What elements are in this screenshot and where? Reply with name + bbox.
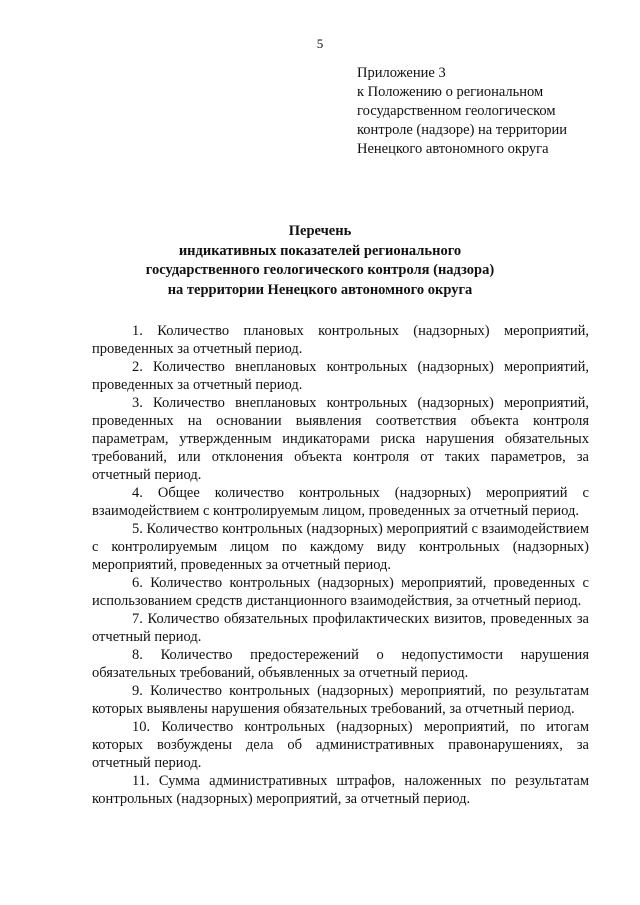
- appendix-line: контроле (надзоре) на территории: [357, 122, 568, 138]
- list-item: 8. Количество предостережений о недопустимости нарушения обязательных требований, объявленных за отчетный период.: [92, 647, 589, 681]
- document-title: [0, 222, 640, 300]
- list-item: 6. Количество контрольных (надзорных) мероприятий, проведенных с использованием средств дистанционного взаимодействия, за отчетный период.: [92, 575, 589, 609]
- list-item: 7. Количество обязательных профилактических визитов, проведенных за отчетный период.: [92, 611, 589, 645]
- title-line: государственного геологического контроля (надзора): [145, 262, 495, 278]
- appendix-line: Приложение 3: [357, 65, 446, 81]
- list-item: 11. Сумма административных штрафов, наложенных по результатам контрольных (надзорных) мероприятий, за отчетный период.: [92, 773, 589, 807]
- list-item: 10. Количество контрольных (надзорных) мероприятий, по итогам которых возбуждены дела об административных правонарушениях, за отчетный период.: [92, 719, 589, 771]
- indicator-list: [92, 322, 589, 808]
- list-item: 5. Количество контрольных (надзорных) мероприятий с взаимодействием с контролируемым лицом по каждому виду контрольных (надзорных) мероприятий, проведенных за отчетный период.: [92, 521, 589, 573]
- appendix-line: государственном геологическом: [357, 103, 556, 119]
- title-line: Перечень: [288, 223, 352, 239]
- list-item: 4. Общее количество контрольных (надзорных) мероприятий с взаимодействием с контролируемым лицом, проведенных за отчетный период.: [92, 485, 589, 519]
- list-item: 3. Количество внеплановых контрольных (надзорных) мероприятий, проведенных на основании выявления соответствия объекта контроля параметрам, утвержденным индикаторами риска нарушения обязательных требований, или отклонения объекта контроля от таких параметров, за отчетный период.: [92, 395, 589, 483]
- list-item: 2. Количество внеплановых контрольных (надзорных) мероприятий, проведенных за отчетный период.: [92, 359, 589, 393]
- title-line: на территории Ненецкого автономного округа: [167, 281, 473, 298]
- list-item: 9. Количество контрольных (надзорных) мероприятий, по результатам которых выявлены нарушения обязательных требований, за отчетный период.: [92, 683, 589, 717]
- list-item: 1. Количество плановых контрольных (надзорных) мероприятий, проведенных за отчетный период.: [92, 323, 589, 357]
- appendix-header: [357, 64, 607, 159]
- appendix-line: Ненецкого автономного округа: [357, 141, 549, 157]
- page-number: 5: [316, 36, 324, 51]
- title-line: индикативных показателей регионального: [178, 242, 462, 259]
- appendix-line: к Положению о региональном: [357, 84, 544, 100]
